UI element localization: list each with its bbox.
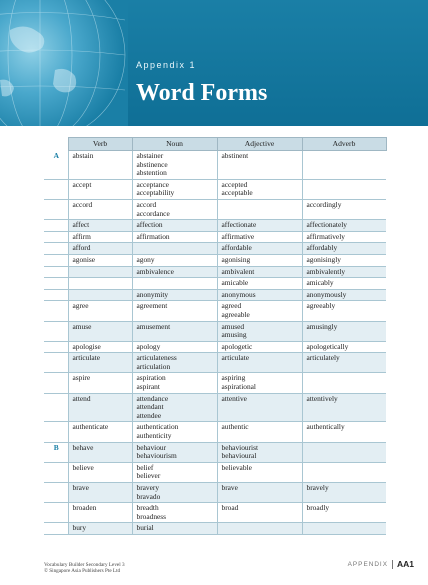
letter-cell: A bbox=[44, 151, 68, 180]
page-number: AA1 bbox=[396, 559, 414, 569]
letter-cell bbox=[44, 278, 68, 290]
adverb-cell bbox=[302, 220, 386, 232]
verb-cell bbox=[68, 393, 132, 422]
verb-word: agonise bbox=[72, 254, 96, 264]
noun-word: articulateness bbox=[136, 353, 177, 363]
adjective-cell bbox=[217, 301, 302, 321]
noun-word: behaviour bbox=[136, 442, 167, 452]
verb-cell bbox=[68, 301, 132, 321]
noun-word: belief bbox=[136, 462, 154, 472]
adverb-cell bbox=[302, 373, 386, 393]
footer-section: APPENDIX bbox=[347, 560, 388, 568]
footer-page-info bbox=[348, 559, 414, 569]
table-row bbox=[44, 301, 386, 321]
noun-cell bbox=[132, 231, 217, 243]
table-row bbox=[44, 483, 386, 503]
adjective-word: anonymous bbox=[221, 289, 256, 299]
noun-word: behaviourism bbox=[136, 451, 177, 461]
adverb-word: amicably bbox=[306, 278, 334, 288]
adjective-cell bbox=[217, 393, 302, 422]
verb-cell bbox=[68, 199, 132, 219]
noun-word: abstention bbox=[136, 168, 167, 178]
adjective-cell bbox=[217, 266, 302, 278]
table-row bbox=[44, 341, 386, 353]
adjective-cell bbox=[217, 220, 302, 232]
adverb-cell bbox=[302, 254, 386, 266]
verb-cell bbox=[68, 278, 132, 290]
noun-word: accordance bbox=[136, 208, 170, 218]
adjective-cell bbox=[217, 483, 302, 503]
verb-cell bbox=[68, 321, 132, 341]
table-row bbox=[44, 179, 386, 199]
adverb-word: affirmatively bbox=[306, 231, 345, 241]
table-row bbox=[44, 231, 386, 243]
adverb-cell bbox=[302, 462, 386, 482]
adjective-word: affordable bbox=[221, 243, 252, 253]
verb-word: brave bbox=[72, 483, 89, 492]
noun-cell bbox=[132, 220, 217, 232]
noun-cell bbox=[132, 321, 217, 341]
letter-cell bbox=[44, 523, 68, 535]
table-row bbox=[44, 462, 386, 482]
verb-word: articulate bbox=[72, 353, 100, 363]
verb-cell bbox=[68, 462, 132, 482]
table-row bbox=[44, 373, 386, 393]
adjective-cell bbox=[217, 179, 302, 199]
noun-cell bbox=[132, 442, 217, 462]
adjective-word: accepted bbox=[221, 179, 248, 189]
letter-cell bbox=[44, 199, 68, 219]
letter-cell bbox=[44, 243, 68, 255]
footer-divider bbox=[392, 560, 393, 569]
globe-grid-icon bbox=[0, 0, 128, 126]
verb-word: accept bbox=[72, 179, 92, 189]
noun-word: aspirant bbox=[136, 382, 160, 392]
adjective-cell bbox=[217, 462, 302, 482]
noun-cell bbox=[132, 353, 217, 373]
column-header-noun: Noun bbox=[132, 138, 217, 151]
verb-cell bbox=[68, 254, 132, 266]
letter-cell bbox=[44, 373, 68, 393]
letter-cell bbox=[44, 353, 68, 373]
adverb-cell bbox=[302, 278, 386, 290]
adverb-cell bbox=[302, 301, 386, 321]
adjective-word: affectionate bbox=[221, 220, 257, 230]
noun-cell bbox=[132, 289, 217, 301]
footer-copyright: © Singapore Asia Publishers Pte Ltd bbox=[44, 568, 121, 575]
adverb-cell bbox=[302, 243, 386, 255]
noun-word: abstainer bbox=[136, 151, 164, 160]
verb-word: accord bbox=[72, 199, 93, 209]
adverb-word: bravely bbox=[306, 483, 329, 492]
adverb-word: apologetically bbox=[306, 341, 349, 351]
globe-graphic bbox=[0, 0, 128, 126]
noun-word: bravery bbox=[136, 483, 160, 492]
adjective-word: aspiring bbox=[221, 373, 246, 383]
adverb-cell bbox=[302, 353, 386, 373]
noun-word: burial bbox=[136, 523, 154, 533]
noun-cell bbox=[132, 503, 217, 523]
table-row bbox=[44, 243, 386, 255]
letter-cell: B bbox=[44, 442, 68, 462]
noun-word: abstinence bbox=[136, 159, 168, 169]
adjective-word: amicable bbox=[221, 278, 249, 288]
noun-cell bbox=[132, 422, 217, 442]
table-row bbox=[44, 254, 386, 266]
verb-cell bbox=[68, 353, 132, 373]
letter-cell bbox=[44, 503, 68, 523]
table-row bbox=[44, 199, 386, 219]
adverb-word: accordingly bbox=[306, 199, 342, 209]
letter-cell bbox=[44, 266, 68, 278]
noun-word: acceptability bbox=[136, 188, 175, 198]
noun-cell bbox=[132, 301, 217, 321]
adjective-word: acceptable bbox=[221, 188, 253, 198]
adverb-word: agreeably bbox=[306, 301, 336, 311]
table-row bbox=[44, 503, 386, 523]
adverb-word: amusingly bbox=[306, 321, 338, 331]
noun-cell bbox=[132, 151, 217, 180]
table-row bbox=[44, 422, 386, 442]
verb-cell bbox=[68, 373, 132, 393]
letter-cell bbox=[44, 462, 68, 482]
adverb-cell bbox=[302, 523, 386, 535]
noun-word: aspiration bbox=[136, 373, 166, 383]
adjective-word: behaviourist bbox=[221, 442, 259, 452]
adverb-word: affectionately bbox=[306, 220, 347, 230]
adjective-word: amused bbox=[221, 321, 245, 331]
adverb-cell bbox=[302, 483, 386, 503]
adverb-cell bbox=[302, 199, 386, 219]
verb-word: affirm bbox=[72, 231, 91, 241]
table-row bbox=[44, 353, 386, 373]
verb-cell bbox=[68, 503, 132, 523]
noun-cell bbox=[132, 341, 217, 353]
column-header-adjective: Adjective bbox=[217, 138, 302, 151]
adjective-word: ambivalent bbox=[221, 266, 255, 276]
adverb-word: ambivalently bbox=[306, 266, 346, 276]
noun-word: affection bbox=[136, 220, 163, 230]
adjective-cell bbox=[217, 199, 302, 219]
page-title: Word Forms bbox=[136, 80, 268, 106]
noun-word: affirmation bbox=[136, 231, 170, 241]
verb-cell bbox=[68, 483, 132, 503]
letter-cell bbox=[44, 220, 68, 232]
adverb-cell bbox=[302, 179, 386, 199]
verb-word: attend bbox=[72, 393, 91, 403]
adjective-word: brave bbox=[221, 483, 238, 492]
letter-cell bbox=[44, 301, 68, 321]
table-header-row bbox=[44, 138, 386, 151]
noun-word: authenticity bbox=[136, 431, 172, 441]
noun-word: anonymity bbox=[136, 289, 169, 299]
adverb-cell bbox=[302, 266, 386, 278]
adverb-word: attentively bbox=[306, 393, 338, 403]
adverb-cell bbox=[302, 503, 386, 523]
letter-cell bbox=[44, 179, 68, 199]
adverb-cell bbox=[302, 393, 386, 422]
letter-cell bbox=[44, 422, 68, 442]
adverb-cell bbox=[302, 289, 386, 301]
adjective-cell bbox=[217, 321, 302, 341]
noun-cell bbox=[132, 373, 217, 393]
column-header-verb: Verb bbox=[68, 138, 132, 151]
noun-cell bbox=[132, 266, 217, 278]
verb-cell bbox=[68, 422, 132, 442]
noun-cell bbox=[132, 179, 217, 199]
adverb-word: articulately bbox=[306, 353, 340, 363]
noun-word: apology bbox=[136, 341, 161, 351]
verb-word: abstain bbox=[72, 151, 94, 160]
adjective-cell bbox=[217, 503, 302, 523]
word-forms-table bbox=[44, 137, 387, 535]
verb-word: affect bbox=[72, 220, 90, 230]
adverb-cell bbox=[302, 321, 386, 341]
table-row bbox=[44, 321, 386, 341]
adjective-word: believable bbox=[221, 462, 252, 472]
adjective-word: broad bbox=[221, 503, 239, 513]
noun-cell bbox=[132, 278, 217, 290]
noun-cell bbox=[132, 462, 217, 482]
noun-word: agreement bbox=[136, 301, 168, 311]
verb-word: bury bbox=[72, 523, 87, 533]
adjective-cell bbox=[217, 422, 302, 442]
verb-cell bbox=[68, 289, 132, 301]
adverb-word: anonymously bbox=[306, 289, 347, 299]
table-row bbox=[44, 151, 386, 180]
verb-word: afford bbox=[72, 243, 91, 253]
adjective-cell bbox=[217, 243, 302, 255]
adjective-word: behavioural bbox=[221, 451, 257, 461]
verb-cell bbox=[68, 341, 132, 353]
adverb-cell bbox=[302, 442, 386, 462]
adverb-cell bbox=[302, 422, 386, 442]
verb-cell bbox=[68, 243, 132, 255]
table-body bbox=[44, 151, 386, 535]
noun-word: ambivalence bbox=[136, 266, 174, 276]
header-banner bbox=[0, 0, 428, 126]
table-row bbox=[44, 289, 386, 301]
adjective-word: amusing bbox=[221, 330, 247, 340]
table-row bbox=[44, 220, 386, 232]
adjective-cell bbox=[217, 442, 302, 462]
verb-cell bbox=[68, 179, 132, 199]
verb-word: believe bbox=[72, 462, 94, 472]
table-row bbox=[44, 442, 386, 462]
letter-cell bbox=[44, 393, 68, 422]
adjective-word: agreed bbox=[221, 301, 242, 311]
noun-cell bbox=[132, 254, 217, 266]
verb-word: apologise bbox=[72, 341, 101, 351]
noun-word: authentication bbox=[136, 422, 179, 432]
column-header-adverb: Adverb bbox=[302, 138, 386, 151]
adjective-cell bbox=[217, 341, 302, 353]
adverb-cell bbox=[302, 231, 386, 243]
table-row bbox=[44, 523, 386, 535]
adjective-word: attentive bbox=[221, 393, 247, 403]
noun-cell bbox=[132, 199, 217, 219]
letter-cell bbox=[44, 254, 68, 266]
table-row bbox=[44, 278, 386, 290]
table-row bbox=[44, 393, 386, 422]
noun-word: acceptance bbox=[136, 179, 169, 189]
letter-column-header bbox=[44, 138, 68, 151]
adjective-cell bbox=[217, 289, 302, 301]
adjective-word: authentic bbox=[221, 422, 249, 432]
letter-cell bbox=[44, 231, 68, 243]
noun-word: accord bbox=[136, 199, 157, 209]
letter-cell bbox=[44, 341, 68, 353]
adverb-cell bbox=[302, 341, 386, 353]
verb-word: authenticate bbox=[72, 422, 109, 432]
adjective-cell bbox=[217, 231, 302, 243]
adjective-word: abstinent bbox=[221, 151, 249, 160]
adjective-word: agreeable bbox=[221, 309, 250, 319]
noun-word: attendance bbox=[136, 393, 169, 403]
adverb-word: agonisingly bbox=[306, 254, 341, 264]
adjective-word: articulate bbox=[221, 353, 249, 363]
adjective-word: affirmative bbox=[221, 231, 255, 241]
verb-word: amuse bbox=[72, 321, 92, 331]
footer-credits bbox=[44, 562, 125, 575]
adverb-word: affordably bbox=[306, 243, 338, 253]
noun-word: believer bbox=[136, 471, 161, 481]
verb-word: agree bbox=[72, 301, 89, 311]
adjective-word: agonising bbox=[221, 254, 251, 264]
adjective-cell bbox=[217, 523, 302, 535]
letter-cell bbox=[44, 289, 68, 301]
verb-cell bbox=[68, 151, 132, 180]
adjective-cell bbox=[217, 151, 302, 180]
noun-word: agony bbox=[136, 254, 155, 264]
verb-word: behave bbox=[72, 442, 94, 452]
noun-word: attendee bbox=[136, 410, 162, 420]
adjective-word: apologetic bbox=[221, 341, 253, 351]
verb-word: aspire bbox=[72, 373, 91, 383]
adjective-cell bbox=[217, 373, 302, 393]
noun-word: attendant bbox=[136, 402, 164, 412]
adverb-word: authentically bbox=[306, 422, 345, 432]
adverb-word: broadly bbox=[306, 503, 330, 513]
table-row bbox=[44, 266, 386, 278]
verb-word: broaden bbox=[72, 503, 97, 513]
noun-cell bbox=[132, 393, 217, 422]
verb-cell bbox=[68, 523, 132, 535]
adjective-cell bbox=[217, 278, 302, 290]
noun-word: breadth bbox=[136, 503, 159, 513]
noun-cell bbox=[132, 243, 217, 255]
adjective-word: aspirational bbox=[221, 382, 256, 392]
noun-word: broadness bbox=[136, 511, 167, 521]
verb-cell bbox=[68, 231, 132, 243]
letter-cell bbox=[44, 483, 68, 503]
noun-word: amusement bbox=[136, 321, 171, 331]
letter-cell bbox=[44, 321, 68, 341]
noun-cell bbox=[132, 523, 217, 535]
verb-cell bbox=[68, 266, 132, 278]
noun-word: articulation bbox=[136, 361, 171, 371]
adverb-cell bbox=[302, 151, 386, 180]
appendix-label: Appendix 1 bbox=[136, 60, 197, 70]
verb-cell bbox=[68, 442, 132, 462]
noun-word: bravado bbox=[136, 491, 161, 501]
verb-cell bbox=[68, 220, 132, 232]
noun-cell bbox=[132, 483, 217, 503]
footer-book-title: Vocabulary Builder Secondary Level 3 bbox=[44, 562, 125, 568]
adjective-cell bbox=[217, 254, 302, 266]
adjective-cell bbox=[217, 353, 302, 373]
